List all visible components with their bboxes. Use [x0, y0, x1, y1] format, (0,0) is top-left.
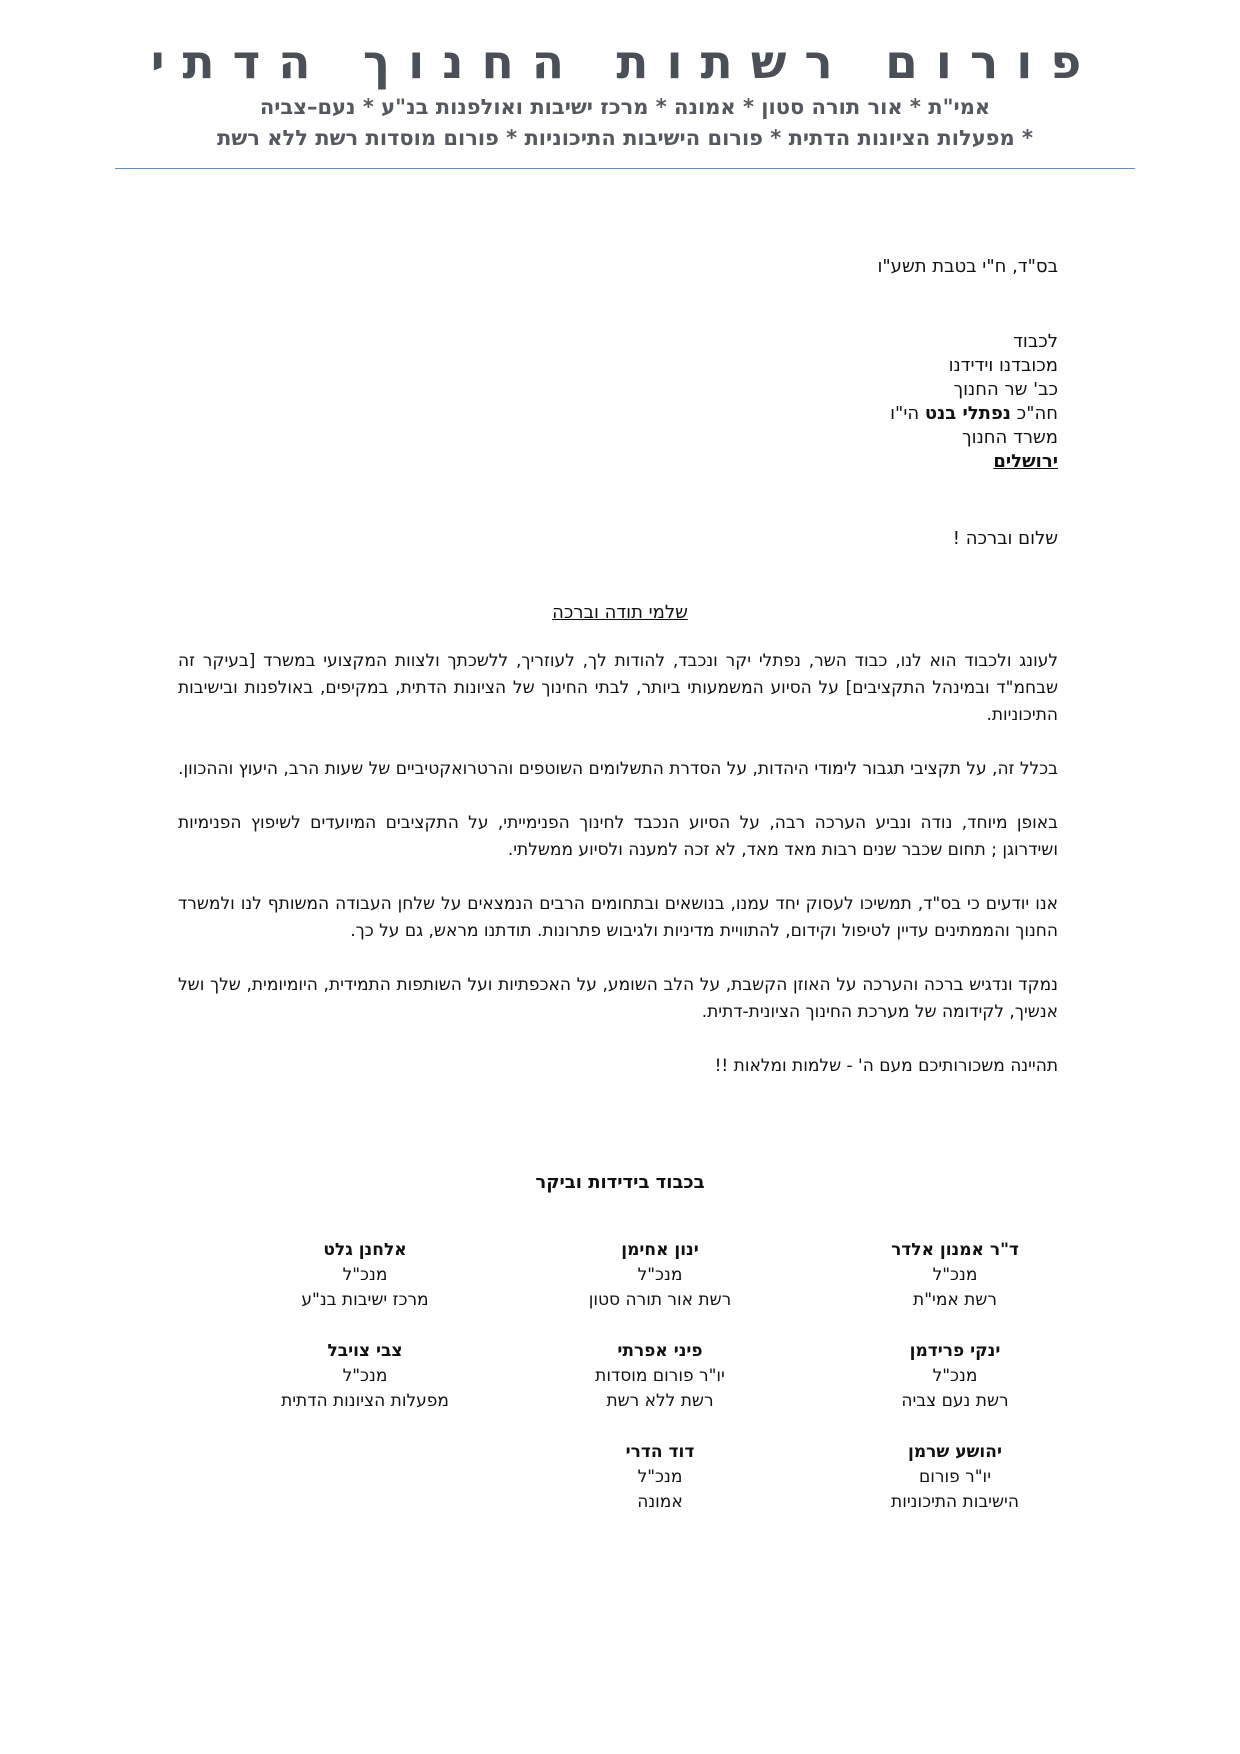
signatory-role: יו"ר פורום מוסדות: [595, 1366, 725, 1386]
signatory-role: מנכ"ל: [932, 1366, 978, 1386]
recipient-honorific: הי"ו: [890, 403, 925, 424]
signatory-organization: רשת נעם צביה: [901, 1391, 1009, 1411]
signatory-role: מנכ"ל: [342, 1366, 388, 1386]
recipient-address: [890, 330, 1058, 474]
signatory: [810, 1440, 1100, 1515]
signatory-organization: מרכז ישיבות בנ"ע: [301, 1290, 429, 1310]
signatory-organization: רשת אור תורה סטון: [588, 1290, 732, 1310]
body-paragraph: לעונג ולכבוד הוא לנו, כבוד השר, נפתלי יקר ונכבד, להודות לך, לעוזריך, ללשכתך ולצוות המקצועי במשרד [בעיקר זה שבחמ"ד ובמינהל התקציבים] על הסיוע המשמעותי ביותר, לבתי החינוך של הציונות הדתית, במקיפים, באולפנות ובישיבות התיכוניות.: [178, 651, 1058, 725]
signatory-organization: מפעלות הציונות הדתית: [281, 1391, 449, 1411]
signatory-name: דוד הדרי: [625, 1442, 695, 1462]
recipient-name: נפתלי בנט: [924, 403, 1011, 424]
signatory: [220, 1238, 510, 1313]
organization-title: פורום רשתות החנוך הדתי: [150, 35, 1100, 90]
signatory-organization: רשת אמי"ת: [913, 1290, 997, 1310]
signatory-name: צבי צויבל: [327, 1341, 403, 1361]
signatory-name: פיני אפרתי: [617, 1341, 703, 1361]
body-paragraph: נמקד ונדגיש ברכה והערכה על האוזן הקשבת, על הלב השומע, על האכפתיות ועל השותפות התמידית, היומיומית, שלך ושל אנשיך, לקידומה של מערכת החינוך הציונית-דתית.: [178, 975, 1058, 1022]
sign-off: בכבוד בידידות וביקר: [535, 1172, 705, 1193]
greeting: שלום וברכה !: [952, 528, 1058, 549]
signatory-name: ד"ר אמנון אלדר: [891, 1240, 1019, 1260]
signatory-role: יו"ר פורום: [918, 1467, 991, 1487]
address-line: כב' שר החנוך: [953, 379, 1058, 400]
signatory-role: מנכ"ל: [637, 1467, 683, 1487]
address-line: משרד החנוך: [962, 427, 1058, 448]
recipient-title: חה"כ: [1010, 403, 1058, 424]
signatory: [810, 1339, 1100, 1414]
signatory-role: מנכ"ל: [342, 1265, 388, 1285]
signatory-organization: רשת ללא רשת: [606, 1391, 714, 1411]
letter-subject: שלמי תודה וברכה: [552, 602, 688, 623]
body-paragraph: בכלל זה, על תקציבי תגבור לימודי היהדות, על הסדרת התשלומים השוטפים והרטרואקטיביים של שעות הרב, היעוץ וההכוון.: [178, 759, 1058, 779]
signatory-role: מנכ"ל: [932, 1265, 978, 1285]
signatory-name: ינון אחימן: [621, 1240, 699, 1260]
letter-body: [178, 648, 1058, 1107]
letterhead: [115, 34, 1135, 154]
signatory: [810, 1238, 1100, 1313]
signatory-name: ינקי פרידמן: [909, 1341, 1001, 1361]
signatories: [220, 1238, 1100, 1515]
signatory: [220, 1339, 510, 1414]
address-line: לכבוד: [1013, 331, 1058, 352]
body-paragraph: אנו יודעים כי בס"ד, תמשיכו לעסוק יחד עמנו, בנושאים ובתחומים הרבים הנמצאים על שלחן העבודה המשותף לנו ולמשרד החנוך והממתינים עדיין לטיפול וקידום, להתוויית מדיניות ולגיבוש פתרונות. תודתנו מראש, גם על כך.: [178, 894, 1058, 941]
signatory-name: אלחנן גלט: [323, 1240, 407, 1260]
closing-blessing: תהיינה משכורותיכם מעם ה' - שלמות ומלאות !!: [714, 1056, 1058, 1076]
member-networks-line-2: * מפעלות הציונות הדתית * פורום הישיבות התיכוניות * פורום מוסדות רשת ללא רשת: [217, 126, 1033, 150]
body-paragraph: באופן מיוחד, נודה ונביע הערכה רבה, על הסיוע הנכבד לחינוך הפנימייתי, על התקציבים המיועדים לשיפוץ הפנימיות ושידרוגן ; תחום שכבר שנים רבות מאד מאד, לא זכה למענה ולסיוע ממשלתי.: [178, 813, 1058, 860]
signatory-name: יהושע שרמן: [908, 1442, 1002, 1462]
signatory: [515, 1238, 805, 1313]
recipient-name-line: [890, 402, 1058, 426]
signatory: [515, 1440, 805, 1515]
member-networks-line-1: אמי"ת * אור תורה סטון * אמונה * מרכז ישיבות ואולפנות בנ"ע * נעם–צביה: [259, 95, 991, 119]
signatory-organization: הישיבות התיכוניות: [891, 1492, 1019, 1512]
date-line: בס"ד, ח"י בטבת תשע"ו: [877, 256, 1058, 277]
signatory: [515, 1339, 805, 1414]
letterhead-divider: [115, 168, 1135, 169]
signatory-organization: אמונה: [637, 1492, 683, 1512]
address-city: ירושלים: [993, 451, 1058, 472]
address-line: מכובדנו וידידנו: [948, 355, 1058, 376]
signatory-role: מנכ"ל: [637, 1265, 683, 1285]
